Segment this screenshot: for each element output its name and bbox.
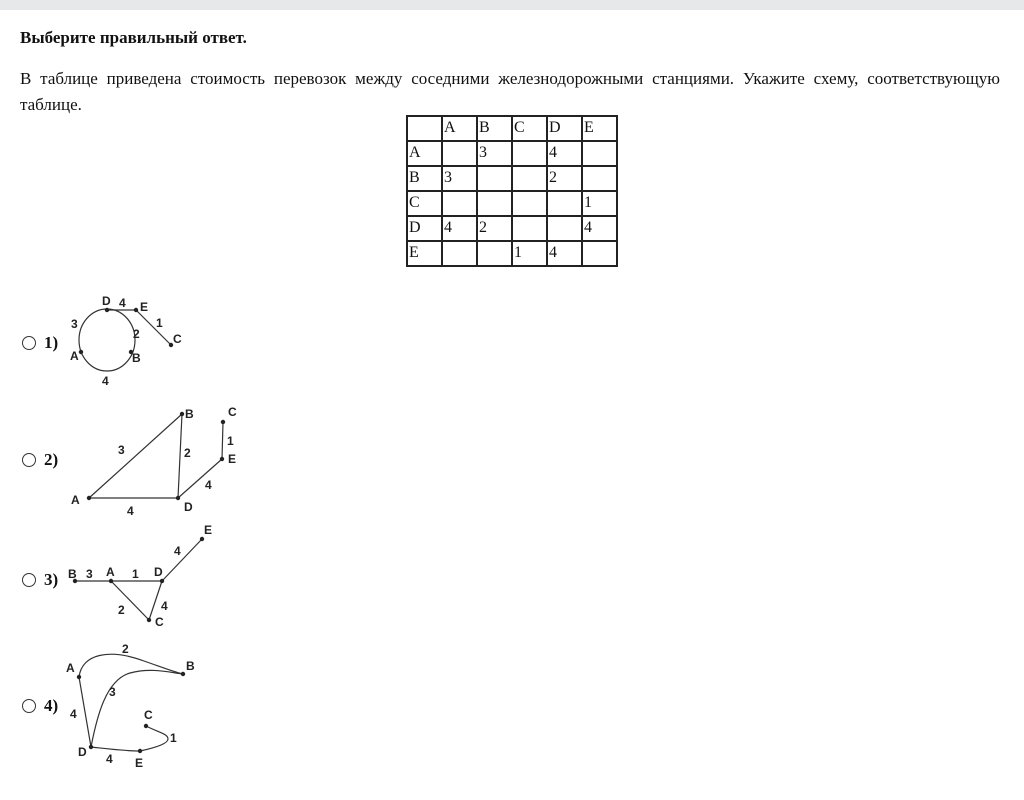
table-cell: D (547, 116, 582, 141)
node-label: B (186, 659, 195, 673)
table-cell: 1 (512, 241, 547, 266)
table-cell (547, 216, 582, 241)
node-label: D (102, 294, 111, 308)
radio-button-1[interactable] (22, 336, 36, 350)
edge-weight: 4 (106, 752, 113, 766)
table-cell: 2 (547, 166, 582, 191)
table-header-row (407, 116, 617, 141)
table-cell: A (442, 116, 477, 141)
node-label: A (71, 493, 80, 507)
edge-weight: 1 (170, 731, 177, 745)
table-row (407, 216, 617, 241)
edge-weight: 4 (205, 478, 212, 492)
table-cell: 3 (477, 141, 512, 166)
node-label: E (135, 756, 144, 770)
table-cell: 4 (442, 216, 477, 241)
table-cell: 2 (477, 216, 512, 241)
node-label: D (78, 745, 87, 759)
node-label: E (204, 523, 213, 537)
edge-weight: 3 (118, 443, 125, 457)
top-bar (0, 0, 1024, 10)
table-cell: B (477, 116, 512, 141)
task-heading: Выберите правильный ответ. (20, 28, 247, 47)
edge-weight: 2 (184, 446, 191, 460)
node-label: C (155, 615, 164, 629)
table-cell (442, 241, 477, 266)
edge-weight: 3 (86, 567, 93, 581)
table-cell (512, 191, 547, 216)
table-cell (547, 191, 582, 216)
edge-weight: 1 (156, 316, 163, 330)
graph-scheme-2 (64, 400, 254, 525)
table-cell: E (582, 116, 617, 141)
table-row (407, 241, 617, 266)
edge-weight: 4 (102, 374, 109, 388)
edge-weight: 4 (161, 599, 168, 613)
node-label: D (154, 565, 163, 579)
table-row (407, 166, 617, 191)
table-cell: B (407, 166, 442, 191)
edge-weight: 2 (118, 603, 125, 617)
edge-weight: 4 (174, 544, 181, 558)
question-text: В таблице приведена стоимость перевозок между соседними железнодорожными станциями. Укажите схему, соответствующую таблице. (20, 69, 1000, 114)
radio-button-4[interactable] (22, 699, 36, 713)
node-label: C (173, 332, 182, 346)
table-cell: 4 (547, 241, 582, 266)
table-cell (512, 166, 547, 191)
cost-table (406, 115, 618, 267)
table-cell: E (407, 241, 442, 266)
table-cell: C (512, 116, 547, 141)
table-cell (442, 191, 477, 216)
edge-weight: 2 (133, 327, 140, 341)
graph-scheme-1 (64, 294, 204, 394)
node-label: A (70, 349, 79, 363)
table-cell (477, 241, 512, 266)
edge-weight: 2 (122, 642, 129, 656)
option-label-2: 2) (44, 450, 59, 469)
table-row (407, 191, 617, 216)
graph-scheme-4 (64, 636, 214, 771)
option-label-1: 1) (44, 333, 59, 352)
table-cell (477, 166, 512, 191)
table-cell (582, 141, 617, 166)
edge-weight: 1 (227, 434, 234, 448)
edge-weight: 4 (70, 707, 77, 721)
node-label: B (185, 407, 194, 421)
table-cell (442, 141, 477, 166)
table-cell: 3 (442, 166, 477, 191)
node-label: C (228, 405, 237, 419)
table-cell: A (407, 141, 442, 166)
node-label: E (228, 452, 237, 466)
node-label: A (66, 661, 75, 675)
table-cell (582, 241, 617, 266)
node-label: A (106, 565, 115, 579)
table-cell (512, 141, 547, 166)
table-cell (407, 116, 442, 141)
edge-weight: 4 (127, 504, 134, 518)
table-row (407, 141, 617, 166)
option-label-3: 3) (44, 570, 59, 589)
graph-scheme-3 (64, 520, 224, 635)
table-cell: 4 (582, 216, 617, 241)
table-cell: D (407, 216, 442, 241)
node-label: E (140, 300, 149, 314)
table-cell (582, 166, 617, 191)
option-label-4: 4) (44, 696, 59, 715)
table-cell (512, 216, 547, 241)
node-label: D (184, 500, 193, 514)
node-label: B (68, 567, 77, 581)
table-cell (477, 191, 512, 216)
table-cell: 4 (547, 141, 582, 166)
edge-weight: 3 (71, 317, 78, 331)
table-cell: C (407, 191, 442, 216)
edge-weight: 4 (119, 296, 126, 310)
radio-button-2[interactable] (22, 453, 36, 467)
edge-weight: 3 (109, 685, 116, 699)
node-label: C (144, 708, 153, 722)
radio-button-3[interactable] (22, 573, 36, 587)
table-cell: 1 (582, 191, 617, 216)
edge-weight: 1 (132, 567, 139, 581)
node-label: B (132, 351, 141, 365)
